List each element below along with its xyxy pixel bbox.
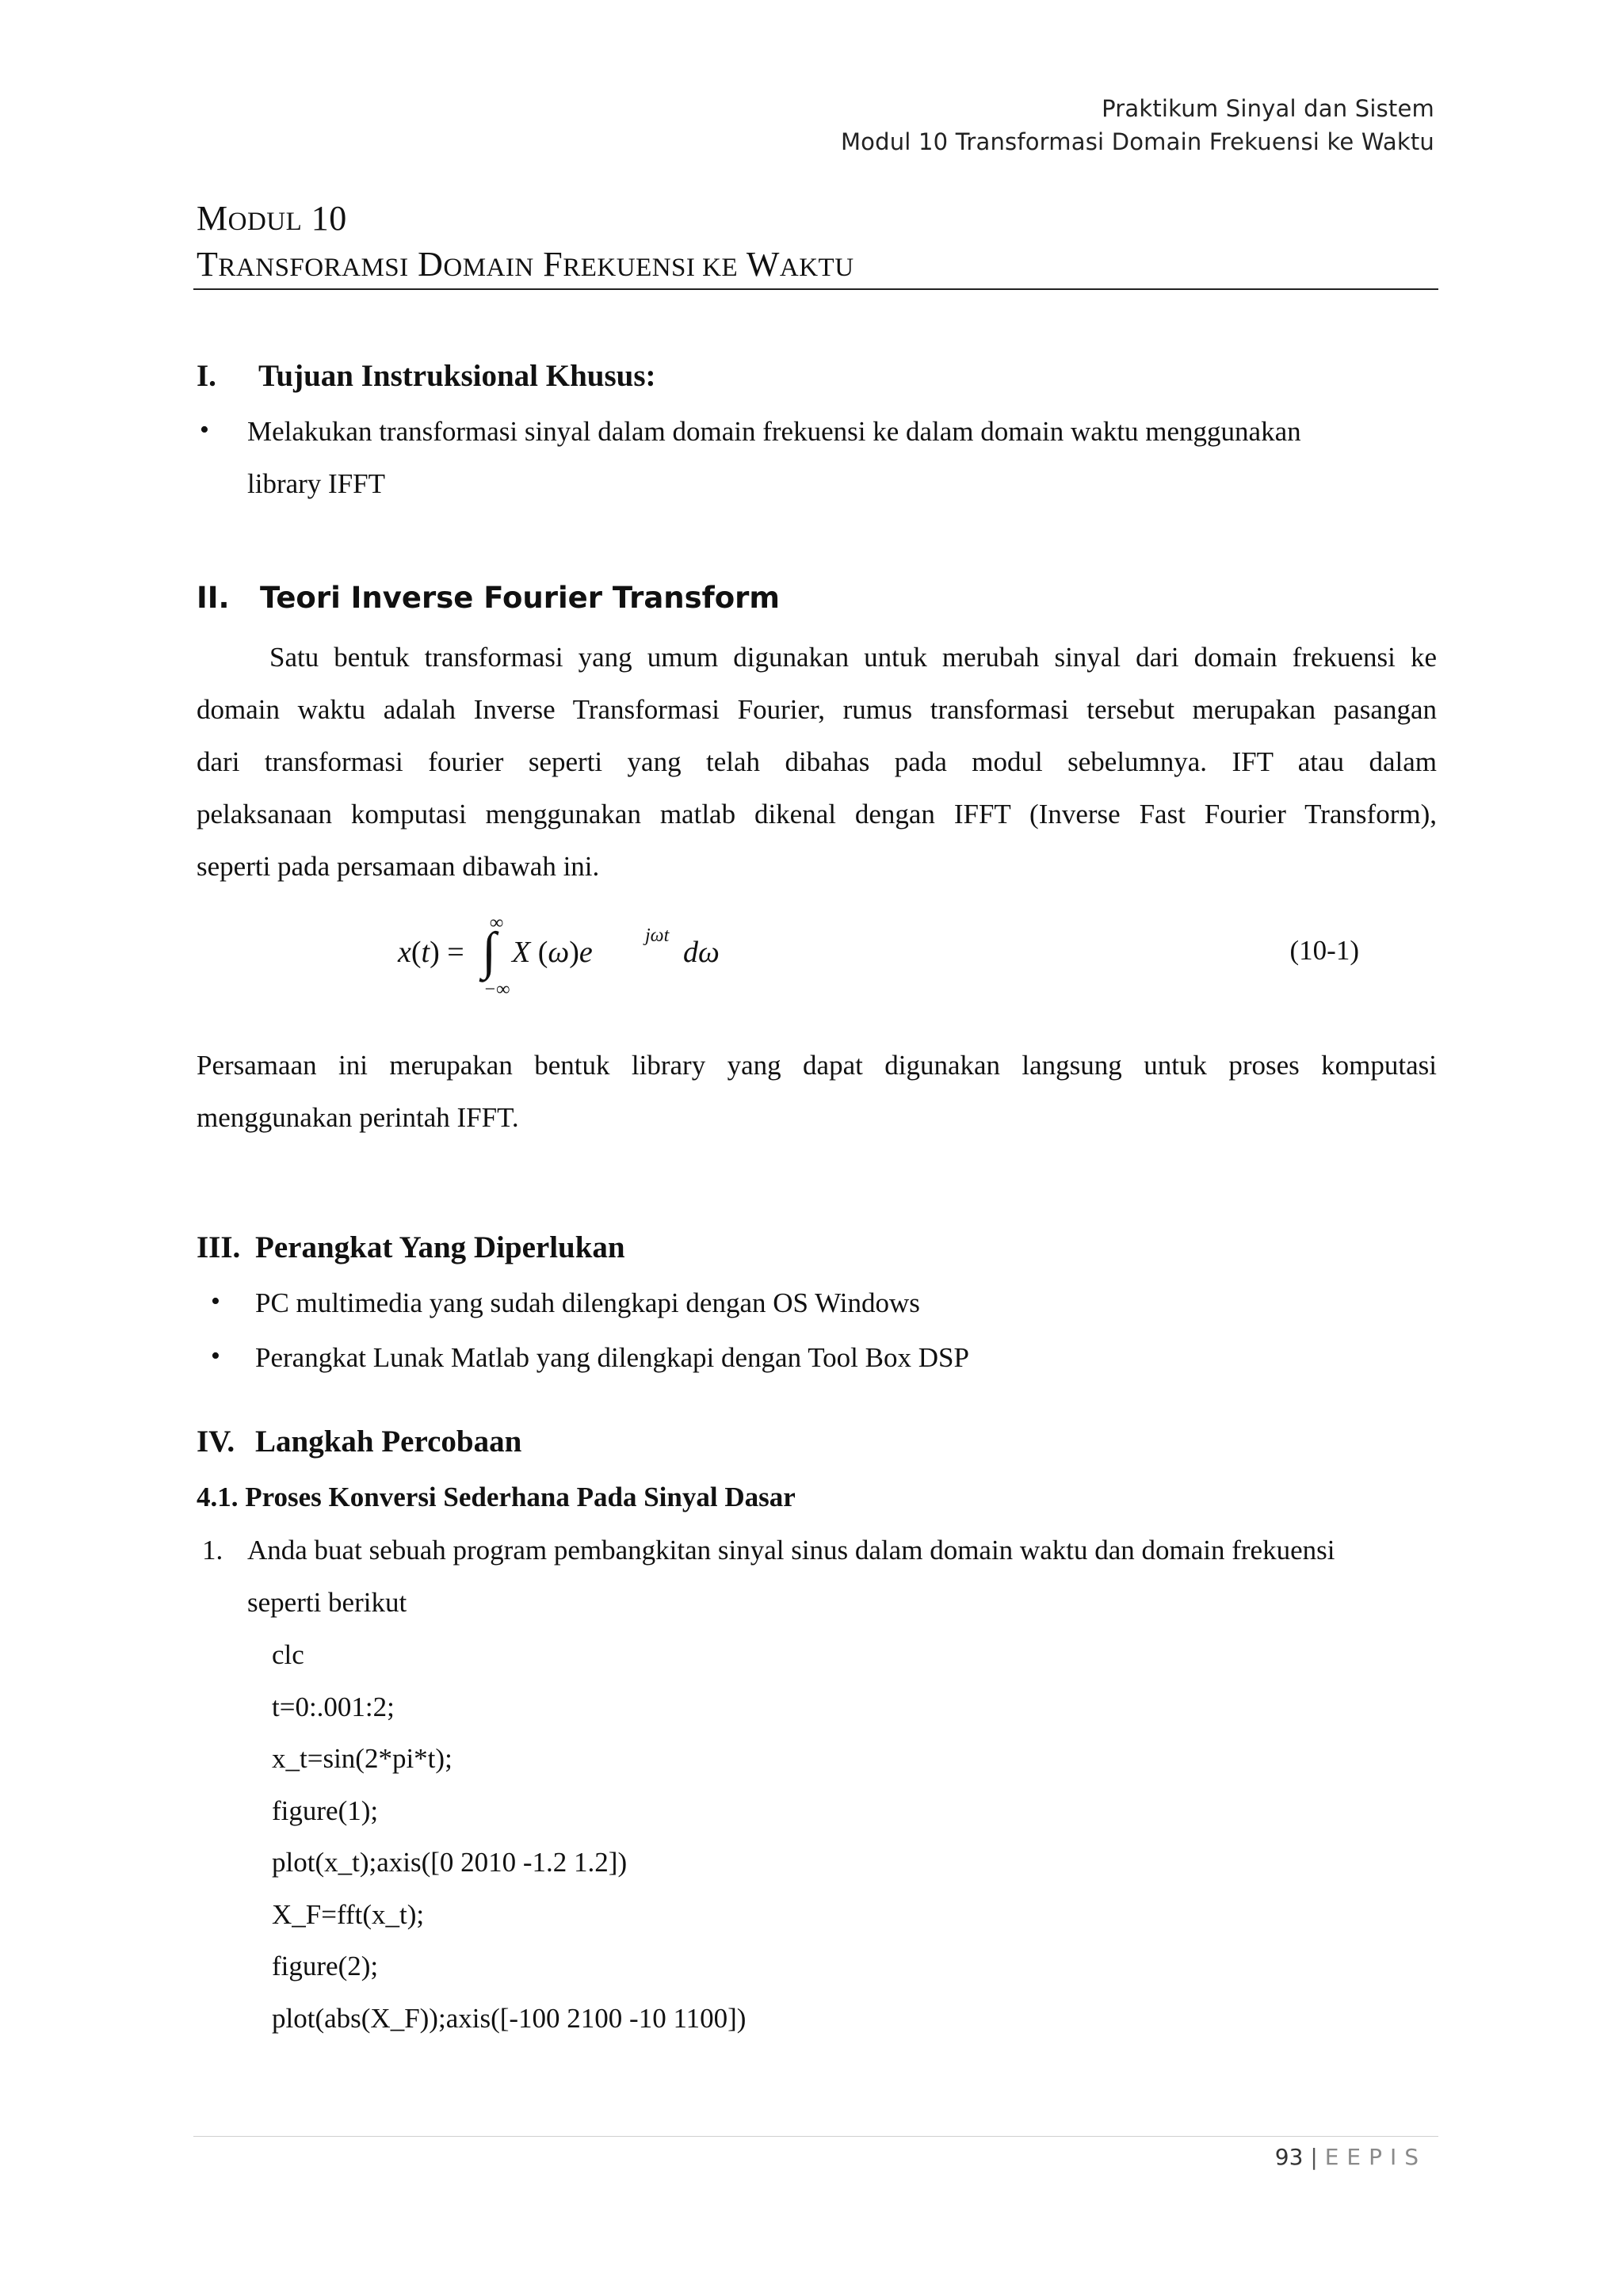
code-line: t=0:.001:2; (272, 1691, 395, 1722)
page-footer (1275, 2144, 1426, 2170)
running-header-title: Praktikum Sinyal dan Sistem (1102, 95, 1434, 122)
code-line: X_F=fft(x_t); (272, 1898, 425, 1930)
paragraph-line: Satu bentuk transformasi yang umum digunakan untuk merubah sinyal dari domain frekuensi ke (269, 642, 1437, 673)
integral-upper-limit: ∞ (490, 913, 504, 933)
section-1-heading: I. Tujuan Instruksional Khusus: (197, 359, 656, 393)
section-2-paragraph-2 (197, 1039, 1437, 1144)
paragraph-line: pelaksanaan komputasi menggunakan matlab dikenal dengan IFFT (Inverse Fast Fourier Transform), (197, 799, 1437, 830)
code-line: clc (272, 1639, 304, 1670)
step-number: 1. (202, 1535, 223, 1566)
section-4-heading: IV. Langkah Percobaan (197, 1425, 522, 1459)
bullet-dot: • (211, 1341, 220, 1371)
code-line: x_t=sin(2*pi*t); (272, 1743, 453, 1774)
section-3-heading: III. Perangkat Yang Diperlukan (197, 1230, 625, 1264)
paragraph-line: menggunakan perintah IFFT. (197, 1102, 519, 1133)
footer-separator: | (1310, 2144, 1318, 2170)
section-4-1-subheading: 4.1. Proses Konversi Sederhana Pada Sinyal Dasar (197, 1482, 796, 1512)
module-title: MODUL 10 (197, 199, 347, 238)
equation-10-1 (398, 913, 1270, 1014)
paragraph-line: seperti pada persamaan dibawah ini. (197, 851, 600, 882)
code-line: figure(2); (272, 1951, 379, 1981)
bullet-dot: • (200, 415, 209, 444)
code-line: plot(x_t);axis([0 2010 -1.2 1.2]) (272, 1847, 628, 1878)
section-3-item-2: Perangkat Lunak Matlab yang dilengkapi dengan Tool Box DSP (255, 1342, 969, 1373)
section-3-item-1: PC multimedia yang sudah dilengkapi dengan OS Windows (255, 1287, 920, 1318)
equation-differential: dω (683, 936, 720, 969)
footer-divider (193, 2136, 1438, 2137)
equation-integrand: X (ω)e (512, 936, 593, 969)
paragraph-line: dari transformasi fourier seperti yang telah dibahas pada modul sebelumnya. IFT atau dalam (197, 746, 1437, 777)
paragraph-line: domain waktu adalah Inverse Transformasi Fourier, rumus transformasi tersebut merupakan pasangan (197, 694, 1437, 725)
integral-lower-limit: −∞ (483, 979, 510, 1000)
equation-number: (10-1) (1289, 935, 1359, 966)
footer-org: EEPIS (1324, 2144, 1426, 2170)
integral-sign: ∫ (482, 922, 497, 980)
module-subtitle: TRANSFORAMSI DOMAIN FREKUENSI KE WAKTU (197, 245, 854, 284)
section-1-bullet-line2: library IFFT (247, 468, 386, 499)
section-2-paragraph (197, 631, 1437, 893)
page-number: 93 (1274, 2144, 1304, 2170)
title-divider (193, 288, 1438, 290)
section-2-heading: II. Teori Inverse Fourier Transform (197, 581, 780, 615)
equation-lhs: x(t) = (398, 936, 464, 969)
bullet-dot: • (211, 1287, 220, 1316)
code-listing (272, 1629, 746, 2044)
step-1-line1: Anda buat sebuah program pembangkitan sinyal sinus dalam domain waktu dan domain frekuensi (247, 1535, 1335, 1566)
section-1-bullet-line1: Melakukan transformasi sinyal dalam domain frekuensi ke dalam domain waktu menggunakan (247, 416, 1301, 447)
running-header-subtitle: Modul 10 Transformasi Domain Frekuensi ke Waktu (840, 128, 1434, 155)
paragraph-line: Persamaan ini merupakan bentuk library yang dapat digunakan langsung untuk proses komputasi (197, 1050, 1437, 1081)
code-line: plot(abs(X_F));axis([-100 2100 -10 1100]) (272, 2002, 747, 2034)
code-line: figure(1); (272, 1794, 379, 1826)
step-1-line2: seperti berikut (247, 1587, 407, 1618)
equation-exponent: jωt (645, 925, 670, 946)
